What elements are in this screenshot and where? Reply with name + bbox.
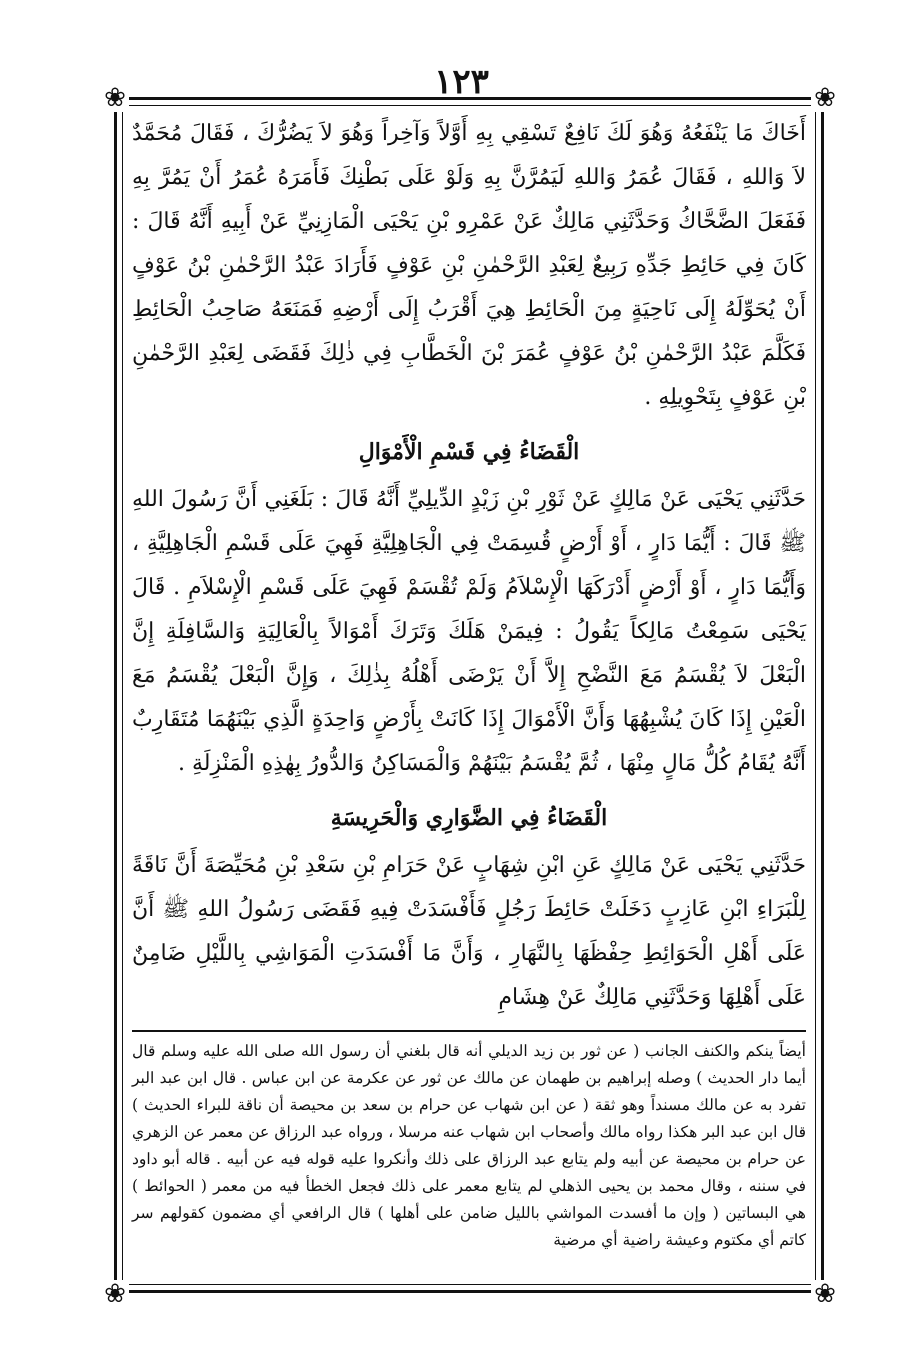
page-number: ١٢٣ xyxy=(434,62,489,102)
section-heading: الْقَضَاءُ فِي الضَّوَارِي وَالْحَرِيسَةِ xyxy=(330,805,608,831)
paragraph: أَخَاكَ مَا يَنْفَعُهُ وَهُوَ لَكَ نَافِعٌ تَسْقِي بِهِ أَوَّلاً وَآخِراً وَهُوَ لاَ يَضُرُّكَ ، فَقَالَ مُحَمَّدٌ لاَ وَاللهِ ، فَقَالَ عُمَرُ وَاللهِ لَيَمُرَّنَّ بِهِ وَلَوْ عَلَى بَطْنِكَ فَأَمَرَهُ عُمَرُ أَنْ يَمُرَّ بِهِ فَفَعَلَ الضَّحَّاكُ وَحَدَّثَنِي مَالِكٌ عَنْ عَمْرِو بْنِ يَحْيَى الْمَازِنِيِّ عَنْ أَبِيهِ أَنَّهُ قَالَ : كَانَ فِي حَائِطِ جَدِّهِ رَبِيعٌ لِعَبْدِ الرَّحْمٰنِ بْنِ عَوْفٍ فَأَرَادَ عَبْدُ الرَّحْمٰنِ بْنُ عَوْفٍ أَنْ يُحَوِّلَهُ إِلَى نَاحِيَةٍ مِنَ الْحَائِطِ هِيَ أَقْرَبُ إِلَى أَرْضِهِ فَمَنَعَهُ صَاحِبُ الْحَائِطِ فَكَلَّمَ عَبْدُ الرَّحْمٰنِ بْنُ عَوْفٍ عُمَرَ بْنَ الْخَطَّابِ فِي ذٰلِكَ فَقَضَى لِعَبْدِ الرَّحْمٰنِ بْنِ عَوْفٍ بِتَحْوِيلِهِ . xyxy=(132,121,806,410)
footnote-divider xyxy=(132,1030,806,1032)
main-text xyxy=(132,112,806,1020)
paragraph: حَدَّثَنِي يَحْيَى عَنْ مَالِكٍ عَنْ ثَوْرِ بْنِ زَيْدٍ الدِّيلِيِّ أَنَّهُ قَالَ : بَلَغَنِي أَنَّ رَسُولَ اللهِ ﷺ قَالَ : أَيُّمَا دَارٍ ، أَوْ أَرْضٍ قُسِمَتْ فِي الْجَاهِلِيَّةِ فَهِيَ عَلَى قَسْمِ الْجَاهِلِيَّةِ ، وَأَيُّمَا دَارٍ ، أَوْ أَرْضٍ أَدْرَكَهَا الْإِسْلاَمُ وَلَمْ تُقْسَمْ فَهِيَ عَلَى قَسْمِ الْإِسْلاَمِ . قَالَ يَحْيَى سَمِعْتُ مَالِكاً يَقُولُ : فِيمَنْ هَلَكَ وَتَرَكَ أَمْوَالاً بِالْعَالِيَةِ وَالسَّافِلَةِ إِنَّ الْبَعْلَ لاَ يُقْسَمُ مَعَ النَّضْحِ إِلاَّ أَنْ يَرْضَى أَهْلُهُ بِذٰلِكَ ، وَإِنَّ الْبَعْلَ يُقْسَمُ مَعَ الْعَيْنِ إِذَا كَانَ يُشْبِهُهَا وَأَنَّ الْأَمْوَالَ إِذَا كَانَتْ بِأَرْضٍ وَاحِدَةٍ الَّذِي بَيْنَهُمَا مُتَقَارِبٌ أَنَّهُ يُقَامُ كُلُّ مَالٍ مِنْهَا ، ثُمَّ يُقْسَمُ بَيْنَهُمْ وَالْمَسَاكِنُ وَالدُّورُ بِهٰذِهِ الْمَنْزِلَةِ . xyxy=(132,487,806,776)
footnotes: أيضاً ينكم والكنف الجانب ( عن ثور بن زيد الديلي أنه قال بلغني أن رسول الله صلى الله عليه وسلم قال أيما دار الحديث ) وصله إبراهيم بن طهمان عن مالك عن ثور عن عكرمة عن ابن عباس . قال ابن عبد البر تفرد به عن مالك مسنداً وهو ثقة ( عن ابن شهاب عن حرام بن سعد بن محيصة أن ناقة للبراء الحديث ) قال ابن عبد البر هكذا رواه مالك وأصحاب ابن شهاب عنه مرسلا ، ورواه عبد الرزاق عن معمر عن الزهري عن حرام بن محيصة عن أبيه ولم يتابع عبد الرزاق على ذلك وأنكروا عليه قوله فيه عن أبيه . قاله أبو داود في سننه ، وقال محمد بن يحيى الذهلي لم يتابع معمر على ذلك فجعل الخطأ فيه من معمر ( الحوائط ) هي البساتين ( وإن ما أفسدت المواشي بالليل ضامن على أهلها ) قال الرافعي أي مضمون كقولهم سر كاتم أي مكتوم وعيشة راضية أي مرضية xyxy=(132,1042,806,1249)
section-heading: الْقَضَاءُ فِي قَسْمِ الْأَمْوَالِ xyxy=(358,439,580,465)
corner-ornament-icon: ❀ xyxy=(101,1280,129,1308)
paragraph: حَدَّثَنِي يَحْيَى عَنْ مَالِكٍ عَنِ ابْنِ شِهَابٍ عَنْ حَرَامِ بْنِ سَعْدِ بْنِ مُحَيِّصَةَ أَنَّ نَاقَةً لِلْبَرَاءِ ابْنِ عَازِبٍ دَخَلَتْ حَائِطَ رَجُلٍ فَأَفْسَدَتْ فِيهِ فَقَضَى رَسُولُ اللهِ ﷺ أَنَّ عَلَى أَهْلِ الْحَوَائِطِ حِفْظَهَا بِالنَّهَارِ ، وَأَنَّ مَا أَفْسَدَتِ الْمَوَاشِي بِاللَّيْلِ ضَامِنٌ عَلَى أَهْلِهَا وَحَدَّثَنِي مَالِكٌ عَنْ هِشَامِ xyxy=(132,853,806,1010)
corner-ornament-icon: ❀ xyxy=(811,1280,839,1308)
corner-ornament-icon: ❀ xyxy=(101,84,129,112)
corner-ornament-icon: ❀ xyxy=(811,84,839,112)
